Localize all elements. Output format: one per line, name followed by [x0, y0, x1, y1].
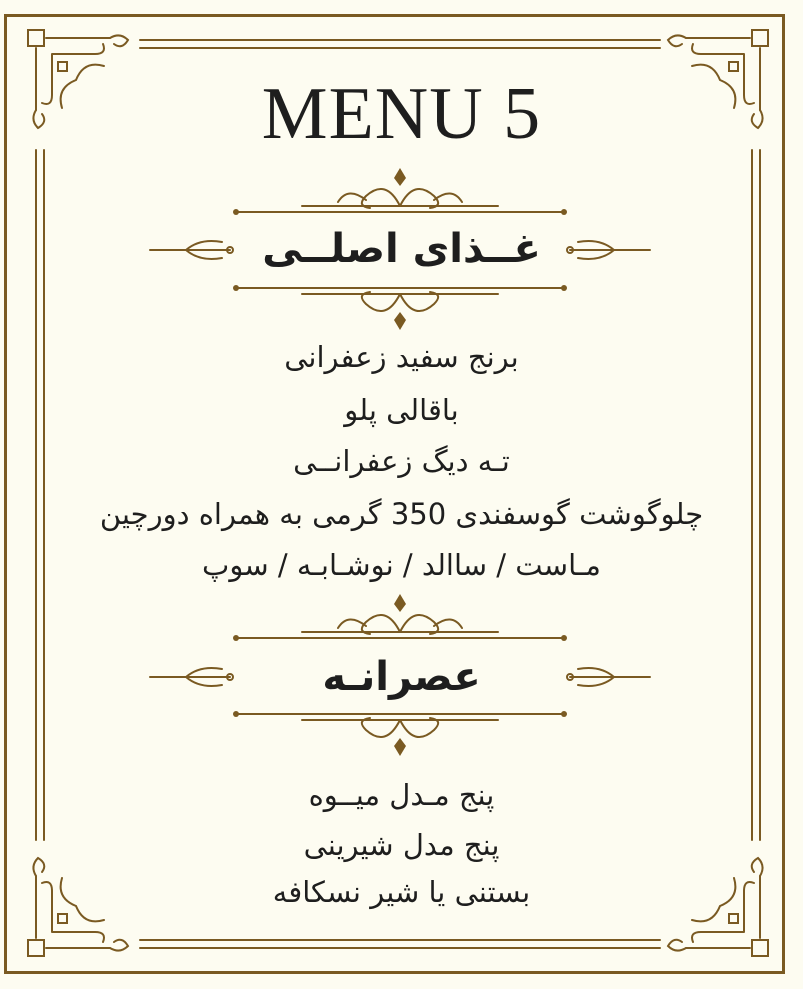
divider-ornament-bottom-2: [233, 711, 567, 756]
menu-title: MENU 5: [261, 73, 542, 155]
menu-item: مـاست / ساالد / نوشـابـه / سوپ: [202, 548, 601, 582]
section-heading-afternoon-snack: عصرانـه: [322, 654, 481, 700]
menu-item: پنج مـدل میــوه: [308, 778, 495, 812]
menu-item: چلوگوشت گوسفندی 350 گرمی به همراه دورچین: [99, 497, 704, 531]
section-heading-main-course: غــذای اصلــی: [262, 226, 541, 272]
menu-item: تـه دیگ زعفرانــی: [293, 444, 510, 478]
menu-item: باقالی پلو: [344, 393, 459, 427]
menu-item: برنج سفید زعفرانی: [284, 340, 519, 374]
menu-item: پنج مدل شیرینی: [303, 828, 500, 862]
divider-ornament-top-1: [233, 168, 567, 215]
menu-item: بستنی یا شیر نسکافه: [272, 875, 531, 909]
divider-ornament-bottom-1: [233, 285, 567, 330]
divider-ornament-top-2: [233, 594, 567, 641]
